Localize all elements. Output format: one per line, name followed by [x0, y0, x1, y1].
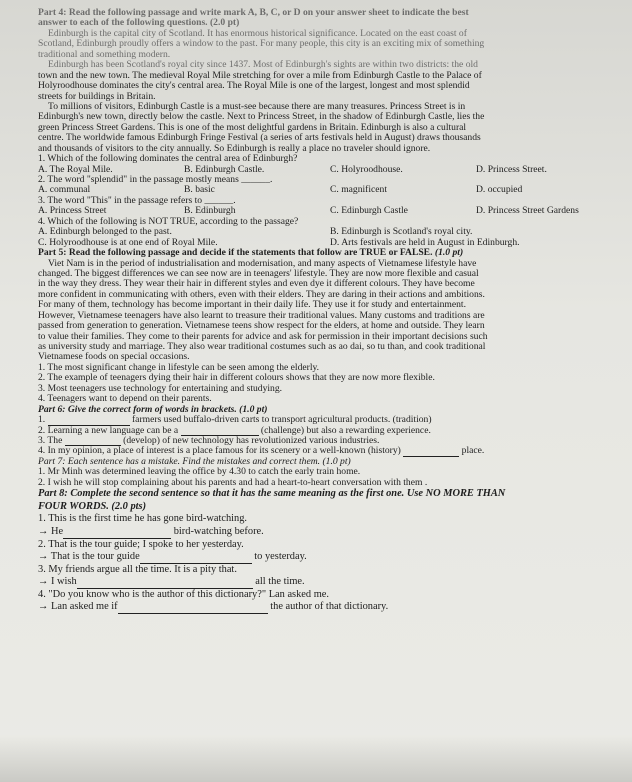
worksheet-content [38, 8, 622, 614]
part6-item [38, 446, 622, 456]
part8-heading: Part 8: Complete the second sentence so that it has the same meaning as the first one. Use NO MORE THAN [38, 488, 506, 500]
part5-score: (1.0 pt) [434, 248, 464, 259]
part6-item [38, 415, 622, 425]
part4-passage-line: traditional and something modern. [38, 49, 171, 60]
part4-question-1-options [38, 165, 622, 175]
part4-question-4-options-row2 [38, 238, 622, 248]
part5-passage-line: passed from generation to generation. Vietnamese teens show respect for the elders, at home and outside. They learn [38, 321, 485, 332]
part5-statement: 2. The example of teenagers dying their hair in different colours shows that they are now more flexible. [38, 373, 435, 384]
item-text: (challenge) but also a rewarding experience. [258, 425, 431, 436]
part5-passage-line: changed. The biggest differences we can see now are in teenagers' lifestyle. They are now more flexible and casual [38, 268, 479, 279]
answer-blank[interactable] [118, 604, 268, 614]
answer-suffix: the author of that dictionary. [270, 601, 389, 613]
part7-item: 1. Mr Minh was determined leaving the office by 4.30 to catch the early train home. [38, 467, 361, 478]
part5-statement: 4. Teenagers want to depend on their parents. [38, 394, 212, 405]
answer-prefix: → I wish [38, 576, 77, 588]
option-c: C. magnificent [330, 185, 388, 196]
answer-blank[interactable] [140, 554, 252, 564]
part6-item [38, 436, 622, 446]
part4-heading-cont: answer to each of the following questions. (2.0 pt) [38, 18, 240, 29]
answer-suffix: bird-watching before. [173, 525, 264, 537]
part4-question-2-options [38, 185, 622, 195]
part5-passage-line: in the way they dress. They wear their hair in different styles and even dye it different colours. They have become [38, 279, 475, 290]
option-c: C. Holyroodhouse is at one end of Royal Mile. [38, 237, 218, 248]
part8-question: 4. "Do you know who is the author of this dictionary?" Lan asked me. [38, 588, 329, 600]
part8-answer-line [38, 601, 622, 614]
part5-statement: 1. The most significant change in lifestyle can be seen among the elderly. [38, 362, 320, 373]
part4-passage-line: green Princess Street Gardens. This is one of the most delightful gardens in Britain. Edinburgh is also a cultural [38, 122, 467, 133]
option-c: C. Edinburgh Castle [330, 206, 408, 217]
option-d: D. occupied [476, 185, 523, 196]
part5-heading-text: Part 5: Read the following passage and decide if the statements that follow are TRUE or FALSE. [38, 248, 433, 259]
part4-question-3-options [38, 206, 622, 216]
part8-question: 2. That is the tour guide; I spoke to her yesterday. [38, 538, 244, 550]
part4-passage-line: centre. The worldwide famous Edinburgh Fringe Festival (a series of arts festivals held in August) draws thousands [38, 133, 481, 144]
part4-passage-line: Holyroodhouse dominates the city's central area. The Royal Mile is one of the largest, longest and most splendid [38, 81, 470, 92]
part5-heading [38, 248, 622, 258]
option-d: D. Arts festivals are held in August in Edinburgh. [330, 237, 520, 248]
part5-passage-line: Viet Nam is in the period of industrialisation and modernisation, and many aspects of Vietnamese lifestyle have [48, 258, 477, 269]
item-text: farmers used buffalo-driven carts to transport agricultural products. (tradition) [129, 415, 432, 426]
item-text: 4. In my opinion, a place of interest is a place famous for its scenery or a well-known (history) [38, 446, 404, 457]
answer-blank[interactable] [65, 436, 121, 446]
part4-passage-line: streets for buildings in Britain. [38, 91, 156, 102]
option-d: D. Princess Street Gardens [476, 206, 579, 217]
option-d: D. Princess Street. [476, 164, 547, 175]
part5-passage-line: more confident in communicating with others, even with their elders. They are daring in their actions and ambitions. [38, 289, 485, 300]
answer-blank[interactable] [181, 426, 259, 436]
part7-heading: Part 7: Each sentence has a mistake. Find the mistakes and correct them. (1.0 pt) [38, 456, 351, 467]
part8-answer-line [38, 576, 622, 589]
item-text: (develop) of new technology has revolutionized various industries. [120, 435, 380, 446]
part8-answer-line [38, 551, 622, 564]
answer-suffix: to yesterday. [254, 551, 307, 563]
option-a: A. The Royal Mile. [38, 164, 113, 175]
part4-question-1: 1. Which of the following dominates the central area of Edinburgh? [38, 154, 298, 165]
part4-question-3: 3. The word "This" in the passage refers to ______. [38, 195, 236, 206]
part4-heading: Part 4: Read the following passage and write mark A, B, C, or D on your answer sheet to indicate the best [38, 8, 469, 18]
part5-passage-line: For many of them, technology has become important in their daily life. They use it for study and entertainment. [38, 300, 466, 311]
part5-passage-line: Vietnamese foods on special occasions. [38, 352, 190, 363]
part4-passage-line: To millions of visitors, Edinburgh Castle is a must-see because there are many treasures. Princess Street is in [48, 101, 466, 112]
item-text: place. [459, 446, 485, 457]
part5-passage-line: to value their families. They come to their parents for advice and ask for permission in their important decisions such [38, 331, 488, 342]
part4-passage-line: Edinburgh's new town, directly below the castle. Next to Princess Street, in the shadow of Edinburgh Castle, lies the [38, 112, 485, 123]
part5-passage-line: However, Vietnamese teenagers have also learnt to treasure their traditional values. Many customs and traditions are [38, 310, 485, 321]
part4-question-4-options-row1 [38, 227, 622, 237]
part8-question: 3. My friends argue all the time. It is a pity that. [38, 563, 237, 575]
answer-blank[interactable] [77, 579, 253, 589]
option-a: A. communal [38, 185, 91, 196]
part4-passage-line: and thousands of visitors to the city annually. So Edinburgh is really a place no traveler should ignore. [38, 143, 431, 154]
answer-blank[interactable] [48, 416, 130, 426]
part4-passage-line: Scotland, Edinburgh proudly offers a window to the past. For many people, this city is an exciting mix of something [38, 39, 485, 50]
answer-blank[interactable] [403, 447, 459, 457]
answer-suffix: all the time. [255, 576, 305, 588]
item-text: 1. [38, 415, 48, 426]
part4-passage-line: Edinburgh has been Scotland's royal city since 1437. Most of Edinburgh's sights are within two districts: the old [48, 60, 478, 71]
item-text: 3. The [38, 435, 65, 446]
part6-item [38, 426, 622, 436]
part8-section [38, 488, 622, 614]
part4-question-2: 2. The word "splendid" in the passage mostly means ______. [38, 175, 273, 185]
option-a: A. Edinburgh belonged to the past. [38, 227, 172, 238]
part8-question: 1. This is the first time he has gone bird-watching. [38, 513, 248, 525]
part8-answer-line [38, 526, 622, 539]
part5-statement: 3. Most teenagers use technology for entertaining and studying. [38, 383, 283, 394]
page-shadow [0, 735, 632, 782]
answer-prefix: → He [38, 525, 64, 537]
option-b: B. basic [184, 185, 215, 196]
option-a: A. Princess Street [38, 206, 107, 217]
part4-passage-line: town and the new town. The medieval Royal Mile stretching for over a mile from Edinburgh Castle to the Palace of [38, 70, 482, 81]
option-b: B. Edinburgh Castle. [184, 164, 265, 175]
option-b: B. Edinburgh [184, 206, 236, 217]
part7-item: 2. I wish he will stop complaining about his parents and had a heart-to-heart conversation with them . [38, 477, 428, 488]
part4-question-4: 4. Which of the following is NOT TRUE, according to the passage? [38, 216, 299, 227]
option-c: C. Holyroodhouse. [330, 164, 403, 175]
item-text: 2. Learning a new language can be a [38, 425, 181, 436]
answer-blank[interactable] [63, 529, 171, 539]
part8-heading-cont: FOUR WORDS. (2.0 pts) [38, 500, 147, 512]
part5-passage-line: as university study and marriage. They also wear traditional costumes such as ao dai, so tu than, and cook traditional [38, 342, 486, 352]
option-b: B. Edinburgh is Scotland's royal city. [330, 227, 473, 238]
part4-passage-line: Edinburgh is the capital city of Scotland. It has enormous historical significance. Located on the east coast of [48, 28, 467, 39]
answer-prefix: → Lan asked me if [38, 601, 118, 613]
part6-heading: Part 6: Give the correct form of words in brackets. (1.0 pt) [38, 404, 268, 415]
answer-prefix: → That is the tour guide [38, 551, 140, 563]
